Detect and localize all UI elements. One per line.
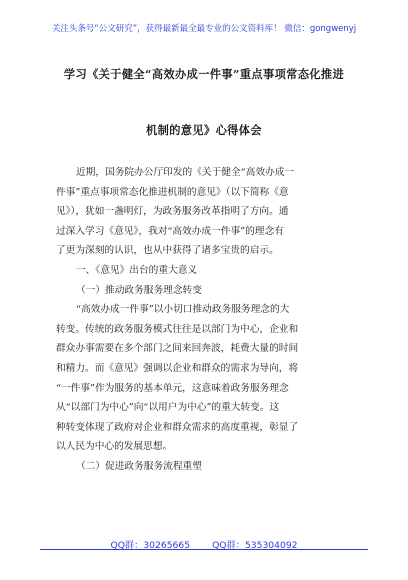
paragraph-line: 种转变体现了政府对企业和群众需求的高度重视，彰显了 <box>56 421 299 433</box>
paragraph-line: “一件事”作为服务的基本单元，这意味着政务服务理念 <box>56 382 289 394</box>
document-title-line-1: 学习《关于健全“高效办成一件事”重点事项常态化推进 <box>63 67 345 81</box>
paragraph-line: 见》），犹如一盏明灯，为政务服务改革指明了方向。通 <box>56 206 289 218</box>
footer-rule <box>40 549 368 550</box>
qq-group-2: QQ群：535304092 <box>212 540 298 551</box>
paragraph-line: 件事”重点事项常态化推进机制的意见》（以下简称《意 <box>56 186 289 198</box>
subsection-heading: （一）推动政务服务理念转变 <box>76 284 202 296</box>
paragraph-line: “高效办成一件事”以小切口推动政务服务理念的大 <box>76 304 290 316</box>
paragraph-line: 以人民为中心的发展思想。 <box>56 441 173 453</box>
section-heading: 一、《意见》出台的重大意义 <box>76 264 198 276</box>
paragraph-line: 了更为深刻的认识，也从中获得了诸多宝贵的启示。 <box>56 245 279 257</box>
document-title-line-2: 机制的意见》心得体会 <box>146 123 262 137</box>
document-body <box>56 163 356 477</box>
paragraph-line: 近期，国务院办公厅印发的《关于健全“高效办成一 <box>76 167 295 178</box>
paragraph-line: 过深入学习《意见》，我对“高效办成一件事”的理念有 <box>56 225 284 237</box>
header-note: 关注头条号“公文研究”，获得最新最全最专业的公文资料库！ 微信：gongwenyj <box>51 24 357 34</box>
paragraph-line: 和精力。而《意见》强调以企业和群众的需求为导向，将 <box>56 362 299 374</box>
subsection-heading: （二）促进政务服务流程重塑 <box>76 460 202 472</box>
paragraph-line: 群众办事需要在多个部门之间来回奔波，耗费大量的时间 <box>56 343 299 355</box>
qq-group-1: QQ群：30265665 <box>110 540 191 551</box>
paragraph-line: 转变。传统的政务服务模式往往是以部门为中心，企业和 <box>56 323 299 335</box>
paragraph-line: 从“以部门为中心”向“以用户为中心”的重大转变。这 <box>56 402 280 414</box>
